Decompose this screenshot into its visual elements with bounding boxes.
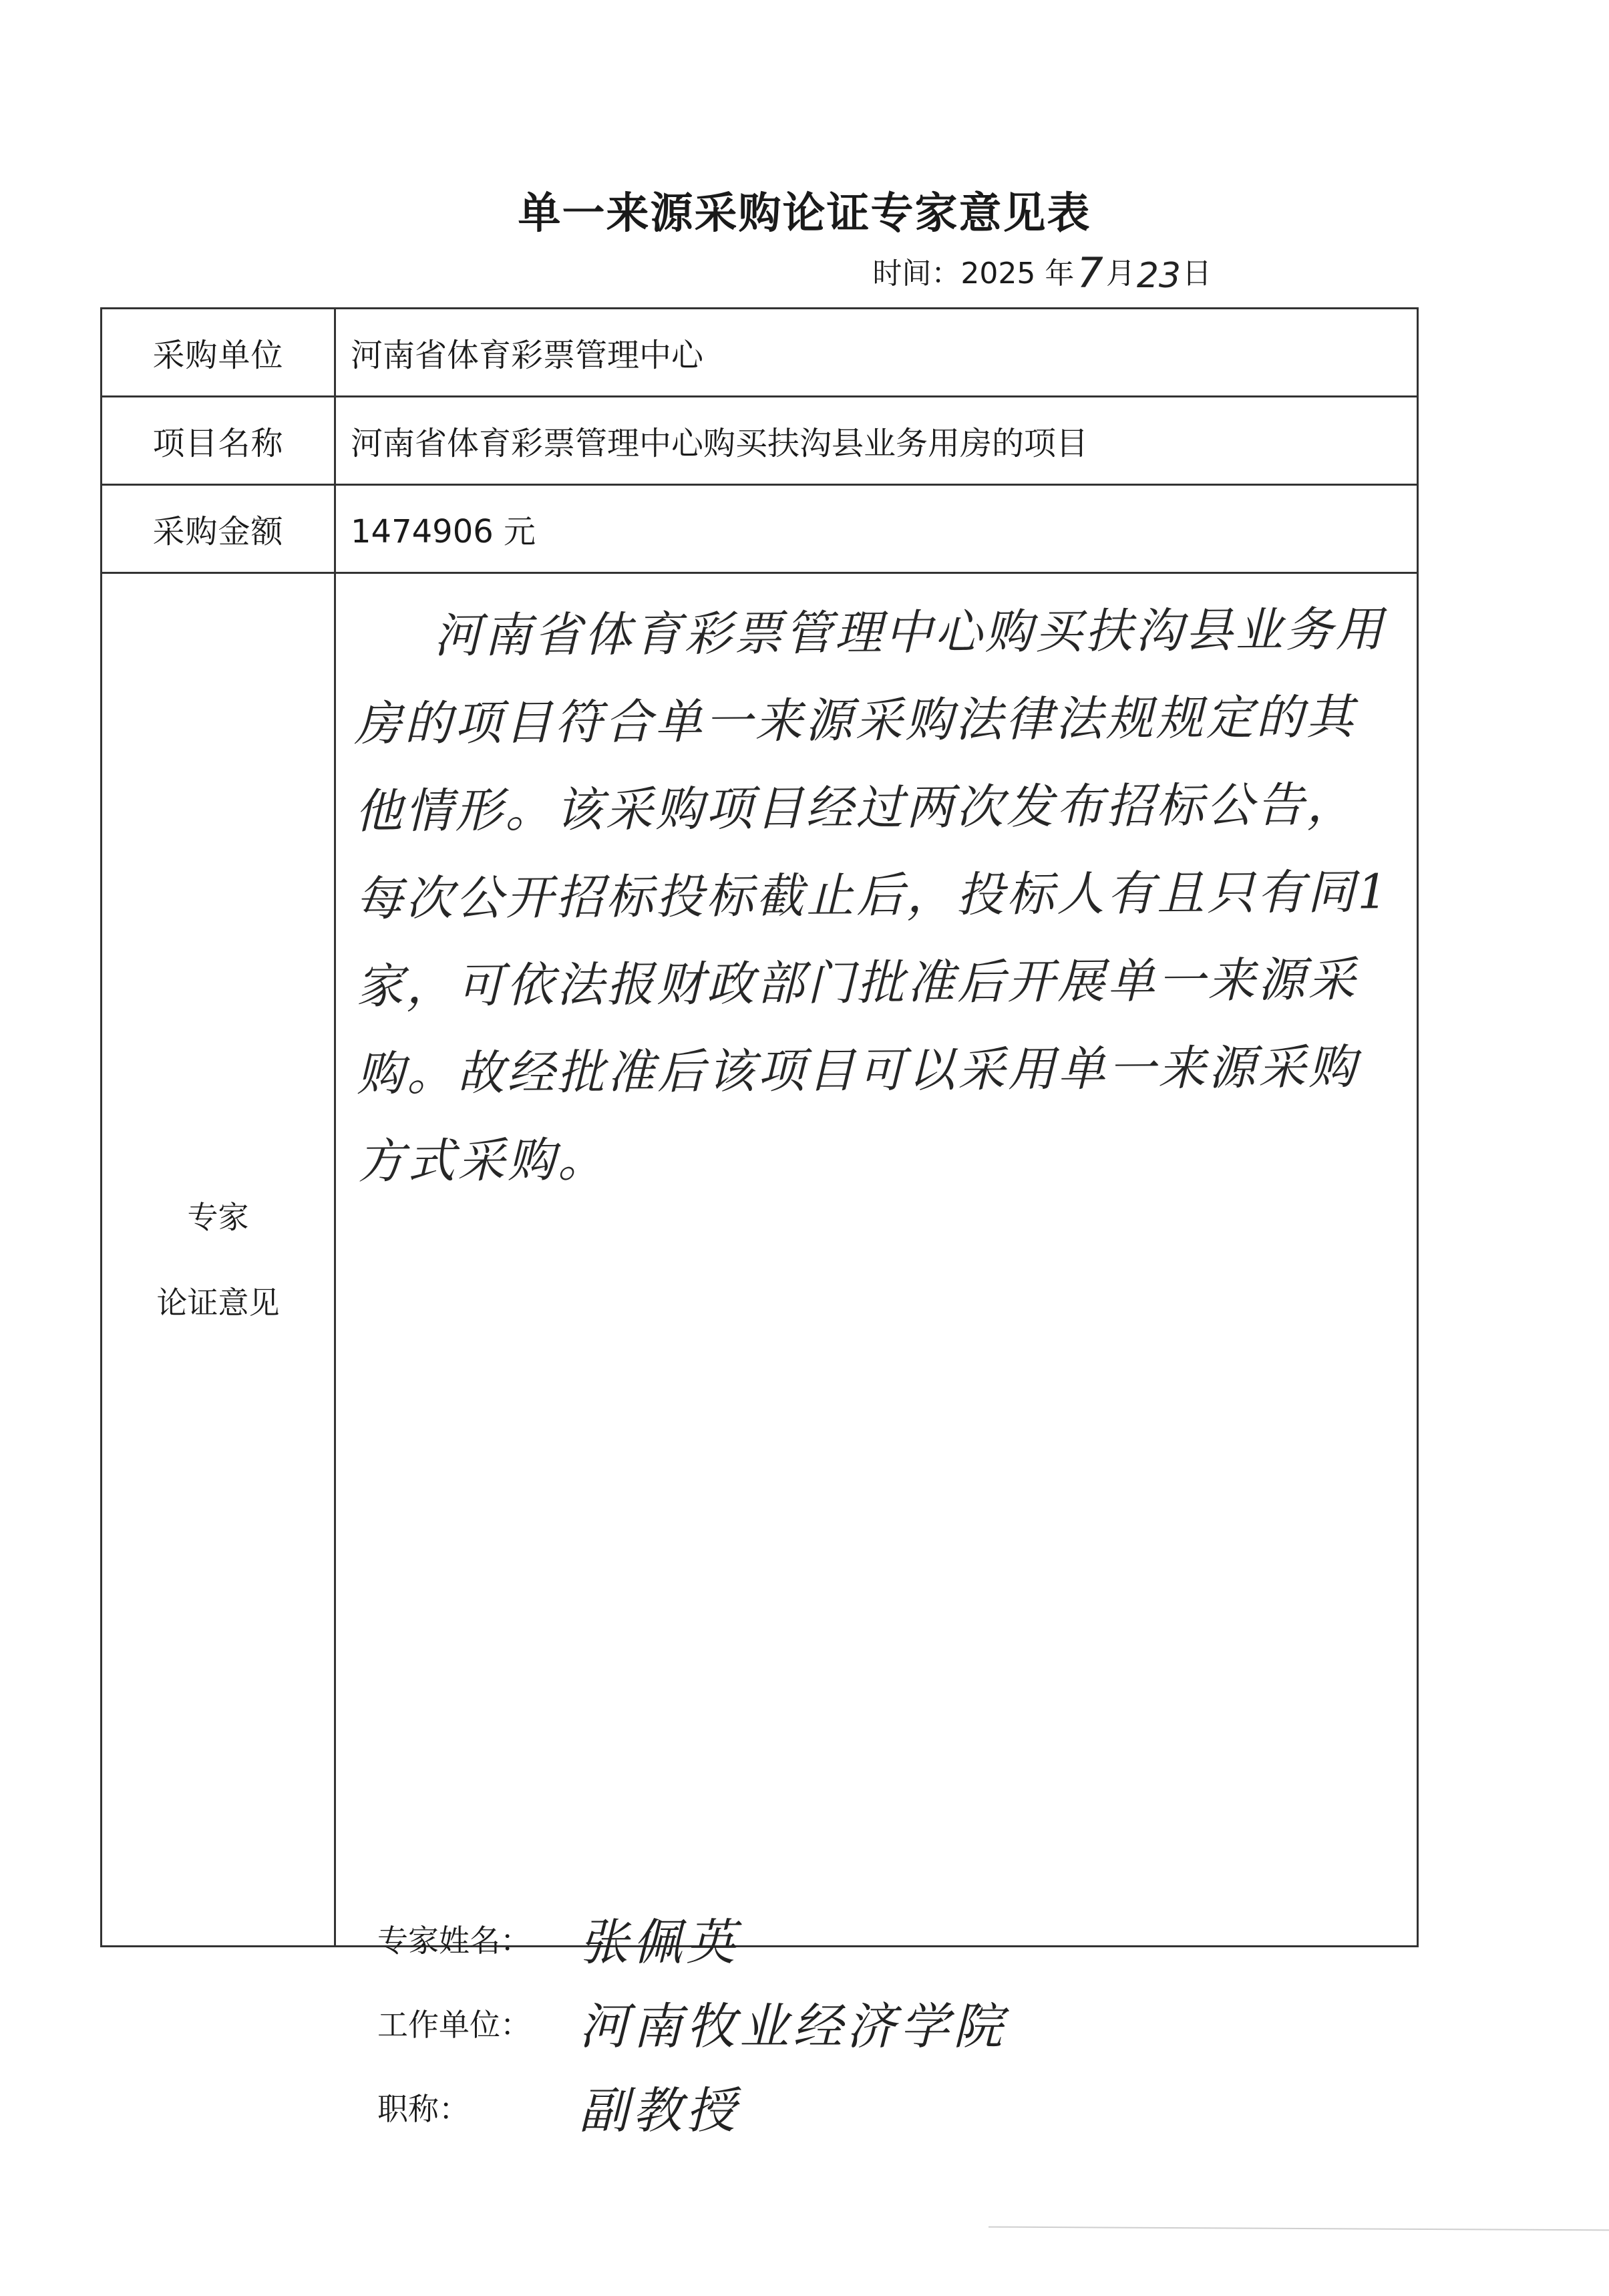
date-line [872,249,1212,297]
expert-opinion-label-line1: 专家 [187,1198,249,1235]
expert-opinion-label-line2: 论证意见 [156,1284,280,1321]
expert-name-signature: 张佩英 [579,1914,739,1971]
expert-name-label: 专家姓名： [377,1923,531,1959]
date-year: 2025 [960,257,1036,291]
professional-title-row [377,2065,1007,2149]
date-month-handwritten: 7 [1077,249,1103,297]
project-name-label: 项目名称 [102,397,335,485]
form-row-expert-opinion [102,573,1418,1947]
date-year-suffix: 年 [1045,257,1075,291]
form-row-procurement-unit [102,309,1418,397]
date-label: 时间： [872,257,961,291]
expert-opinion-cell [335,573,1418,2140]
form-row-project-name [102,397,1418,485]
signature-block [377,1897,1007,2149]
procurement-amount-value: 1474906 元 [335,485,1418,573]
expert-name-row [377,1897,1007,1981]
date-day-suffix: 日 [1182,257,1212,291]
form-row-procurement-amount [102,485,1418,573]
work-unit-label: 工作单位： [377,2007,531,2043]
work-unit-handwritten: 河南牧业经济学院 [579,1998,1007,2056]
expert-opinion-label [102,573,335,1947]
work-unit-row [377,1981,1007,2065]
opinion-form-table [100,307,1419,2140]
scan-edge-line [989,2227,1609,2231]
procurement-unit-value: 河南省体育彩票管理中心 [335,309,1418,397]
professional-title-handwritten: 副教授 [579,2082,739,2140]
expert-opinion-handwritten-text: 河南省体育彩票管理中心购买扶沟县业务用房的项目符合单一来源采购法律法规规定的其他情形。该采购项目经过两次发布招标公告，每次公开招标投标截止后，投标人有且只有同1家，可依法报财政部门批准后开展单一来源采购。故经批准后该项目可以采用单一来源采购方式采购。 [354,601,1391,1189]
professional-title-label: 职称： [377,2091,470,2127]
page-title: 单一来源采购论证专家意见表 [518,188,1091,238]
date-day-handwritten: 23 [1136,256,1181,296]
project-name-value: 河南省体育彩票管理中心购买扶沟县业务用房的项目 [335,397,1418,485]
date-month-suffix: 月 [1105,257,1135,291]
procurement-amount-label: 采购金额 [102,485,335,573]
procurement-unit-label: 采购单位 [102,309,335,397]
